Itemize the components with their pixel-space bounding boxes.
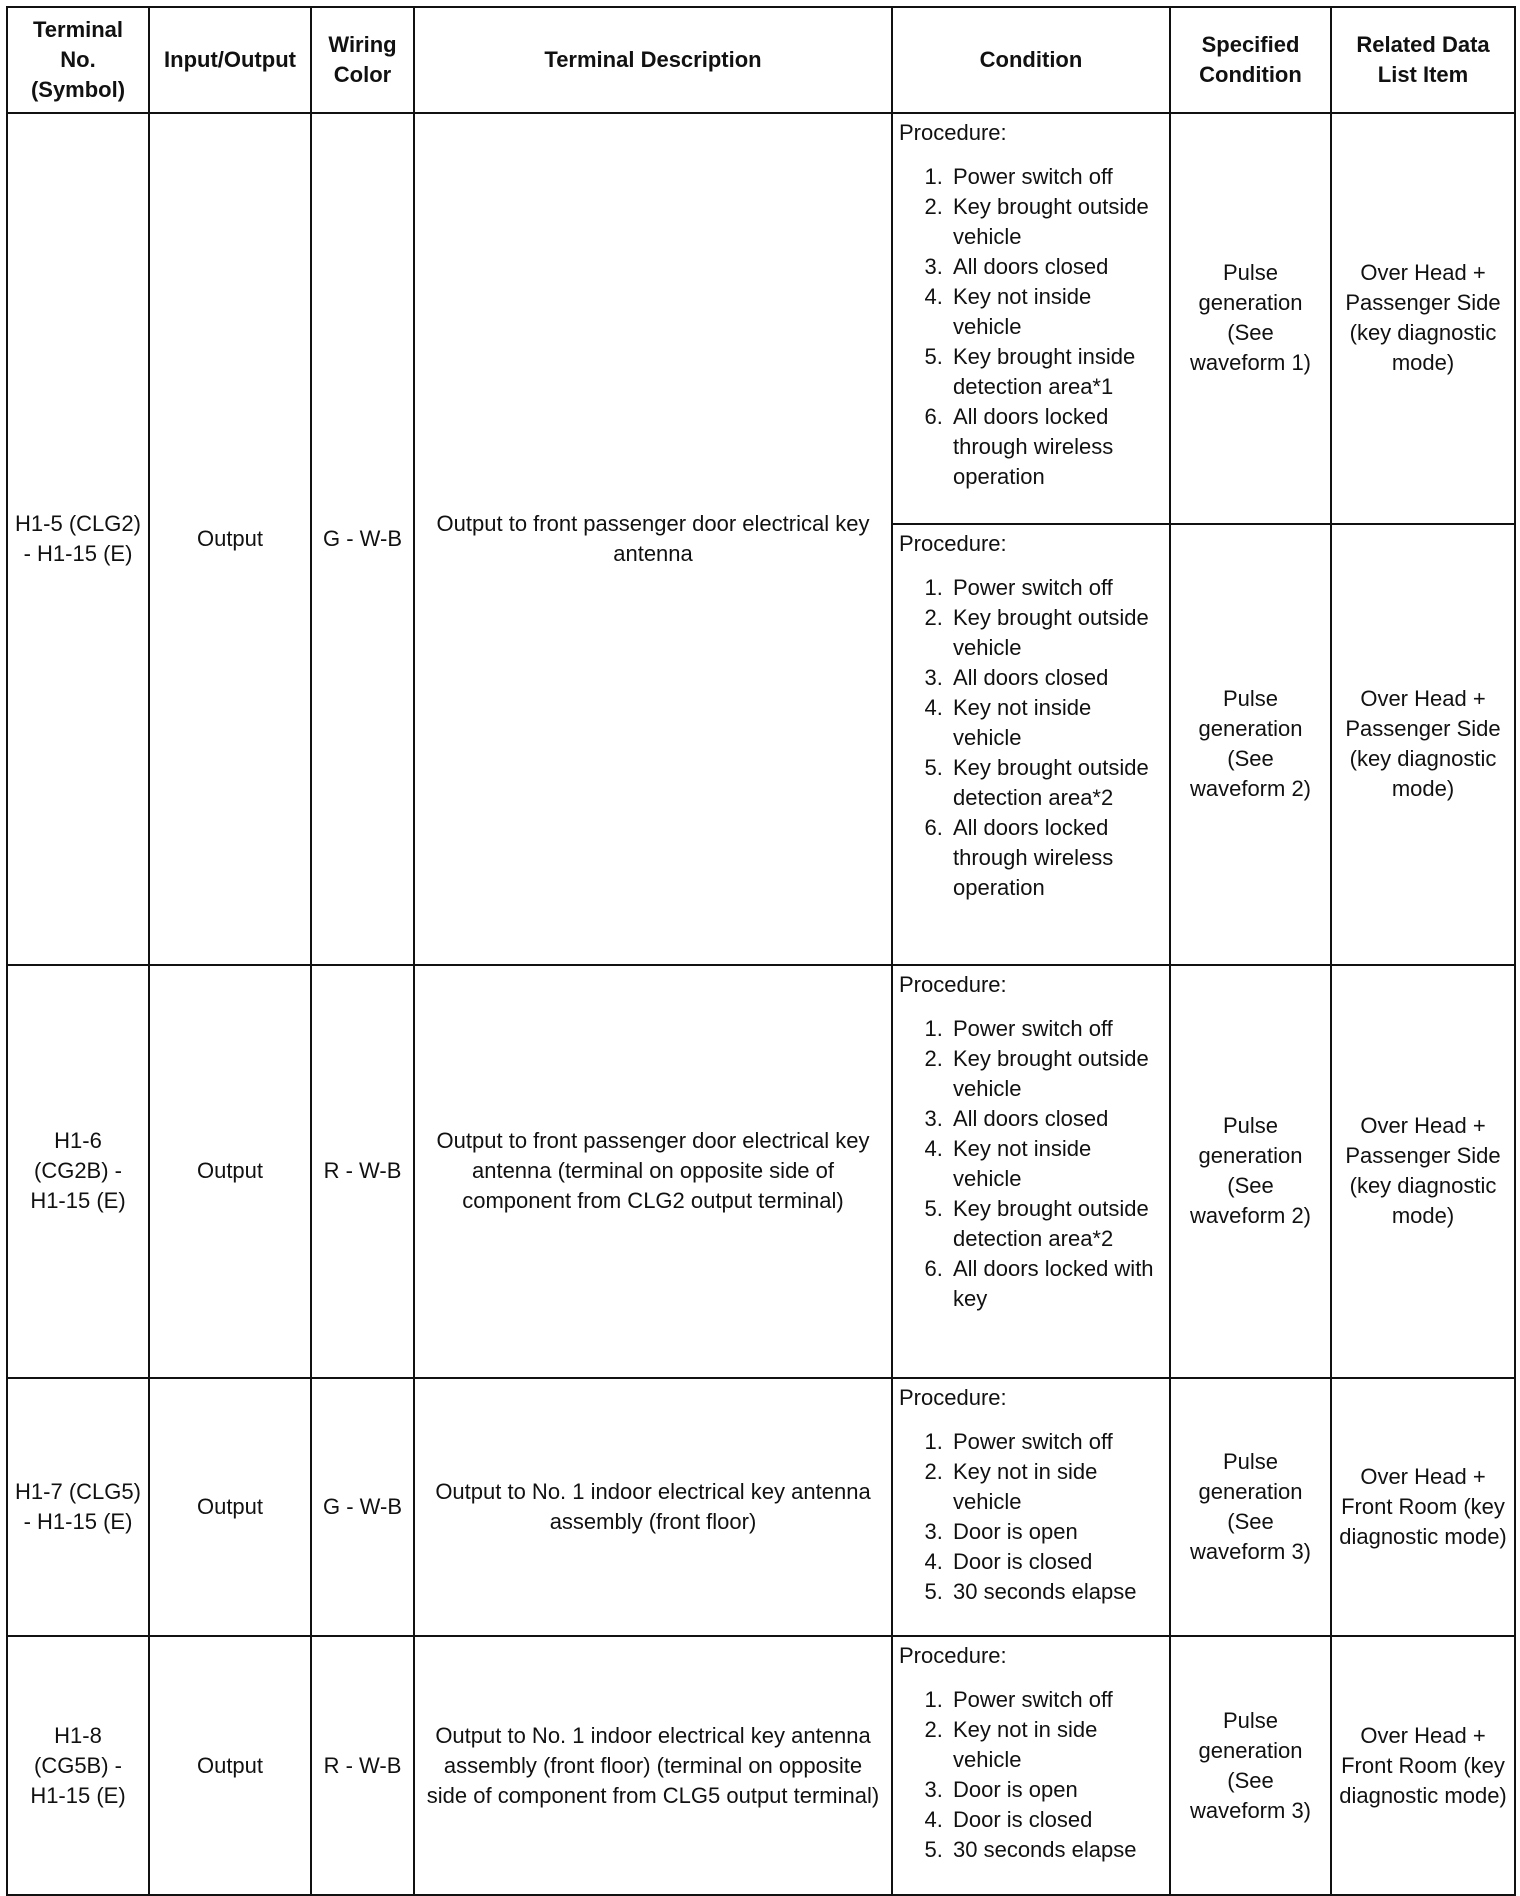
procedure-step: 2. Key brought outside vehicle bbox=[949, 1044, 1163, 1104]
terminal-cell: H1-7 (CLG5) - H1-15 (E) bbox=[7, 1378, 149, 1637]
procedure-steps bbox=[899, 573, 1163, 903]
terminal-cell: H1-8 (CG5B) - H1-15 (E) bbox=[7, 1636, 149, 1895]
description-cell: Output to front passenger door electrical key antenna bbox=[414, 113, 892, 965]
procedure-step: 1. Power switch off bbox=[949, 162, 1163, 192]
procedure-step: 5. Key brought inside detection area*1 bbox=[949, 342, 1163, 402]
table-row bbox=[7, 965, 1515, 1378]
procedure-step: 4. Door is closed bbox=[949, 1547, 1163, 1577]
procedure-label: Procedure: bbox=[899, 120, 1007, 145]
wiring-color-cell: R - W-B bbox=[311, 1636, 414, 1895]
procedure-label: Procedure: bbox=[899, 1643, 1007, 1669]
procedure-step: 5. 30 seconds elapse bbox=[949, 1577, 1163, 1607]
procedure-step: 2. Key not in side vehicle bbox=[949, 1715, 1163, 1775]
procedure-step: 5. Key brought outside detection area*2 bbox=[949, 753, 1163, 813]
condition-cell bbox=[892, 524, 1170, 965]
condition-cell bbox=[892, 965, 1170, 1378]
terminal-cell: H1-5 (CLG2) - H1-15 (E) bbox=[7, 113, 149, 965]
wiring-color-cell: G - W-B bbox=[311, 113, 414, 965]
procedure-step: 1. Power switch off bbox=[949, 1014, 1163, 1044]
table-row bbox=[7, 1636, 1515, 1895]
procedure-step: 4. Key not inside vehicle bbox=[949, 282, 1163, 342]
procedure-label: Procedure: bbox=[899, 971, 1007, 997]
related-data-cell: Over Head + Front Room (key diagnostic mode) bbox=[1331, 1378, 1515, 1637]
header-row bbox=[7, 7, 1515, 113]
io-cell: Output bbox=[149, 113, 311, 965]
header-related: Related Data List Item bbox=[1331, 7, 1515, 113]
header-specified: Specified Condition bbox=[1170, 7, 1331, 113]
procedure-step: 4. Door is closed bbox=[949, 1805, 1163, 1835]
related-data-cell: Over Head + Front Room (key diagnostic mode) bbox=[1331, 1636, 1515, 1895]
io-cell: Output bbox=[149, 1378, 311, 1637]
io-cell: Output bbox=[149, 965, 311, 1378]
specified-condition-cell: Pulse generation (See waveform 1) bbox=[1170, 113, 1331, 524]
procedure-step: 1. Power switch off bbox=[949, 1685, 1163, 1715]
description-cell: Output to front passenger door electrical key antenna (terminal on opposite side of component from CLG2 output terminal) bbox=[414, 965, 892, 1378]
procedure-step: 1. Power switch off bbox=[949, 1427, 1163, 1457]
specified-condition-cell: Pulse generation (See waveform 3) bbox=[1170, 1636, 1331, 1895]
procedure-step: 3. Door is open bbox=[949, 1775, 1163, 1805]
condition-cell bbox=[892, 113, 1170, 524]
related-data-cell: Over Head + Passenger Side (key diagnostic mode) bbox=[1331, 113, 1515, 524]
procedure-step: 4. Key not inside vehicle bbox=[949, 1134, 1163, 1194]
procedure-step: 3. Door is open bbox=[949, 1517, 1163, 1547]
specified-condition-cell: Pulse generation (See waveform 3) bbox=[1170, 1378, 1331, 1637]
io-cell: Output bbox=[149, 1636, 311, 1895]
procedure-steps bbox=[899, 1685, 1163, 1865]
condition-cell bbox=[892, 1378, 1170, 1637]
procedure-step: 5. 30 seconds elapse bbox=[949, 1835, 1163, 1865]
procedure-steps bbox=[899, 1427, 1163, 1607]
related-data-cell: Over Head + Passenger Side (key diagnostic mode) bbox=[1331, 524, 1515, 965]
procedure-step: 6. All doors locked with key bbox=[949, 1254, 1163, 1314]
procedure-step: 3. All doors closed bbox=[949, 252, 1163, 282]
procedure-step: 5. Key brought outside detection area*2 bbox=[949, 1194, 1163, 1254]
procedure-steps bbox=[899, 1014, 1163, 1314]
header-wiring: Wiring Color bbox=[311, 7, 414, 113]
procedure-step: 3. All doors closed bbox=[949, 663, 1163, 693]
wiring-color-cell: G - W-B bbox=[311, 1378, 414, 1637]
header-terminal: Terminal No. (Symbol) bbox=[7, 7, 149, 113]
description-cell: Output to No. 1 indoor electrical key antenna assembly (front floor) (terminal on opposite side of component from CLG5 output terminal) bbox=[414, 1636, 892, 1895]
wiring-color-cell: R - W-B bbox=[311, 965, 414, 1378]
procedure-label: Procedure: bbox=[899, 1384, 1007, 1410]
related-data-cell: Over Head + Passenger Side (key diagnostic mode) bbox=[1331, 965, 1515, 1378]
specified-condition-cell: Pulse generation (See waveform 2) bbox=[1170, 524, 1331, 965]
header-condition: Condition bbox=[892, 7, 1170, 113]
procedure-step: 2. Key brought outside vehicle bbox=[949, 603, 1163, 663]
procedure-step: 3. All doors closed bbox=[949, 1104, 1163, 1134]
procedure-step: 4. Key not inside vehicle bbox=[949, 693, 1163, 753]
procedure-step: 2. Key brought outside vehicle bbox=[949, 192, 1163, 252]
terminal-table bbox=[6, 6, 1516, 1896]
description-cell: Output to No. 1 indoor electrical key antenna assembly (front floor) bbox=[414, 1378, 892, 1637]
specified-condition-cell: Pulse generation (See waveform 2) bbox=[1170, 965, 1331, 1378]
header-io: Input/Output bbox=[149, 7, 311, 113]
terminal-cell: H1-6 (CG2B) - H1-15 (E) bbox=[7, 965, 149, 1378]
table-row bbox=[7, 1378, 1515, 1637]
procedure-steps bbox=[899, 162, 1163, 492]
procedure-step: 6. All doors locked through wireless operation bbox=[949, 402, 1163, 492]
procedure-step: 1. Power switch off bbox=[949, 573, 1163, 603]
header-description: Terminal Description bbox=[414, 7, 892, 113]
procedure-label: Procedure: bbox=[899, 530, 1007, 556]
procedure-step: 6. All doors locked through wireless operation bbox=[949, 813, 1163, 903]
condition-cell bbox=[892, 1636, 1170, 1895]
procedure-step: 2. Key not in side vehicle bbox=[949, 1457, 1163, 1517]
table-row bbox=[7, 113, 1515, 524]
